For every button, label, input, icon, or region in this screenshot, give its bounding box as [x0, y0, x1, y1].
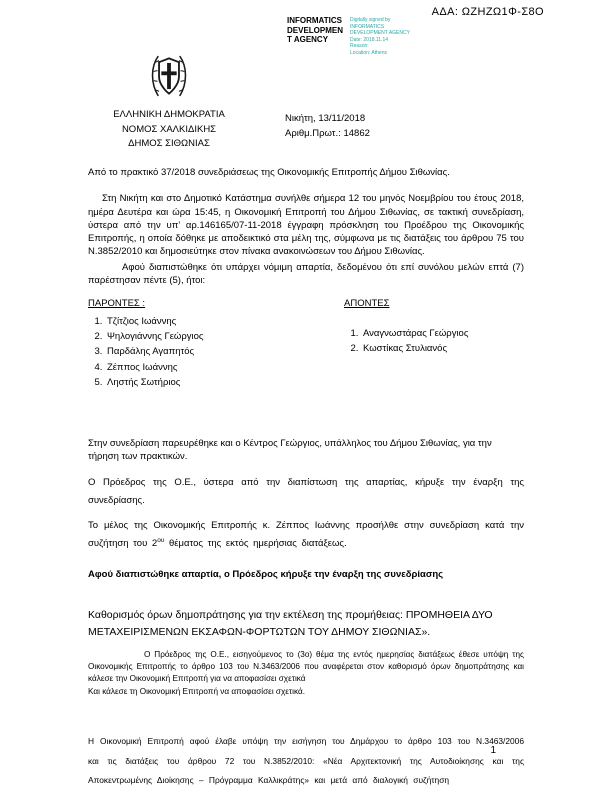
late-member-text-after: θέματος της εκτός ημερήσιας διατάξεως.	[164, 538, 347, 550]
present-title: ΠΑΡΟΝΤΕΣ :	[88, 298, 146, 310]
paragraph-quorum: Αφού διαπιστώθηκε ότι υπάρχει νόμιμη απαρτία, δεδομένου ότι επί συνόλου μελών επτά (7) παρέστησαν πέντε (5), ήτοι:	[88, 261, 524, 287]
paragraph-session-details: Στη Νικήτη και στο Δημοτικό Κατάστημα συνήλθε σήμερα 12 του μηνός Νοεμβρίου του έτους 2018, ημέρα Δευτέρα και ώρα 15:45, η Οικονομική Επιτροπή του Δήμου Σιθωνίας, σε τακτική συνεδρίαση, ύστερα από την υπ’ αρ.146165/07-11-2018 έγγραφη πρόσκληση του Προέδρου της Οικονομικής Επιτροπής, η οποία δόθηκε με αποδεικτικό στα μέλη της, σύμφωνα με τις διατάξεις του άρθρου 75 του Ν.3852/2010 και δημοσιεύτηκε στον πίνακα ανακοινώσεων του Δήμου Σιθωνίας.	[88, 193, 524, 258]
absent-members-column	[344, 297, 468, 391]
document-body	[88, 166, 524, 790]
date-protocol-block	[285, 112, 370, 141]
greek-emblem-icon	[146, 50, 192, 102]
signature-detail-line: Location: Athens	[350, 49, 387, 56]
signature-agency-line: INFORMATICS	[287, 16, 342, 25]
paragraph-committee-considerations: Η Οικονομική Επιτροπή αφού έλαβε υπόψη την εισήγηση του Δημάρχου το άρθρο 103 του Ν.3463/2006 και τις διατάξεις του άρθρου 72 του Ν.3852/2010: «Νέα Αρχιτεκτονική της Αυτοδιοίκησης και της Αποκεντρωμένης Διοίκησης – Πρόγραμμα Καλλικράτης» και μετά από διαλογική συζήτηση	[88, 736, 524, 786]
paragraph-subject-title: Καθορισμός όρων δημοπράτησης για την εκτέλεση της προμήθειας: ΠΡΟΜΗΘΕΙΑ ΔΥΟ ΜΕΤΑΧΕΙΡΙΣΜΕΝΩΝ ΕΚΣΑΦΩΝ-ΦΟΡΤΩΤΩΝ ΤΟΥ ΔΗΜΟΥ ΣΙΘΩΝΙΑΣ».	[88, 609, 493, 638]
signature-agency-name	[287, 16, 343, 45]
present-members-column	[88, 297, 344, 391]
paragraph-minutes-intro: Από το πρακτικό 37/2018 συνεδριάσεως της Οικονομικής Επιτροπής Δήμου Σιθωνίας.	[88, 167, 450, 178]
paragraph-president-introduction: Ο Πρόεδρος της Ο.Ε., εισηγούμενος το (3ο) θέμα της εντός ημερησίας διατάξεως έθεσε υπόψη της Οικονομικής Επιτροπής το άρθρο 103 του Ν.3463/2006 που αναφέρεται στον καθορισμό όρων δημοπράτησης και κάλεσε την Οικονομική Επιτροπή για να αποφασίσει σχετικά	[88, 649, 524, 683]
absent-title: ΑΠΟΝΤΕΣ	[344, 298, 390, 310]
paragraph-president-opening: Ο Πρόεδρος της Ο.Ε., ύστερα από την διαπίστωση της απαρτίας, κήρυξε την έναρξη της συνεδρίασης.	[88, 476, 524, 507]
authority-municipality: ΔΗΜΟΣ ΣΙΘΩΝΙΑΣ	[128, 138, 210, 150]
digital-signature-stamp	[287, 16, 410, 56]
present-member: 5. Ληστής Σωτήριος	[105, 376, 344, 389]
paragraph-late-member	[88, 517, 524, 554]
signature-detail-line: Digitally signed by	[350, 17, 391, 23]
late-member-text-before: Το μέλος της Οικονομικής Επιτροπής κ. Ζέππος Ιωάννης προσήλθε στην συνεδρίαση κατά την συζήτηση του 2	[88, 519, 524, 550]
absent-member: 1. Αναγνωστάρας Γεώργιος	[361, 327, 468, 340]
present-member: 4. Ζέππος Ιωάννης	[105, 361, 344, 374]
absent-member: 2. Κωστίκας Στυλιανός	[361, 342, 468, 355]
attendance-section	[88, 297, 524, 391]
signature-detail-line: Reason:	[350, 43, 369, 49]
signature-detail-line: Date: 2018.11.14	[350, 36, 389, 43]
signature-agency-line: DEVELOPMEN	[287, 25, 344, 35]
authority-prefecture: ΝΟΜΟΣ ΧΑΛΚΙΔΙΚΗΣ	[121, 123, 217, 135]
place-date: Νικήτη, 13/11/2018	[285, 113, 366, 124]
paragraph-secretary: Στην συνεδρίαση παρευρέθηκε και ο Κέντρος Γεώργιος, υπάλληλος του Δήμου Σιθωνίας, για την τήρηση των πρακτικών.	[88, 438, 492, 463]
page-number: 1	[490, 745, 496, 756]
absent-members-list	[344, 327, 468, 356]
protocol-number: Αριθμ.Πρωτ.: 14862	[285, 127, 370, 139]
signature-detail-line: INFORMATICS	[350, 23, 385, 30]
paragraph-quorum-declared: Αφού διαπιστώθηκε απαρτία, ο Πρόεδρος κήρυξε την έναρξη της συνεδρίασης	[88, 568, 444, 580]
authority-country: ΕΛΛΗΝΙΚΗ ΔΗΜΟΚΡΑΤΙΑ	[113, 109, 225, 120]
ordinal-superscript: ου	[157, 537, 165, 545]
issuing-authority-block	[60, 50, 278, 152]
present-members-list	[88, 315, 344, 389]
present-member: 1. Τζίτζιος Ιωάννης	[105, 315, 344, 328]
paragraph-president-introduction-2: Και κάλεσε τη Οικονομική Επιτροπή να αποφασίσει σχετικά.	[88, 687, 305, 697]
signature-agency-line: T AGENCY	[287, 35, 329, 45]
signature-details	[350, 16, 410, 56]
present-member: 2. Ψηλογιάννης Γεώργιος	[105, 330, 344, 343]
ada-code: ΑΔΑ: ΩΖΗΖΩ1Φ-Σ8Ο	[431, 6, 544, 18]
signature-detail-line: DEVELOPMENT AGENCY	[350, 30, 410, 36]
present-member: 3. Παρδάλης Αγαπητός	[105, 345, 344, 358]
